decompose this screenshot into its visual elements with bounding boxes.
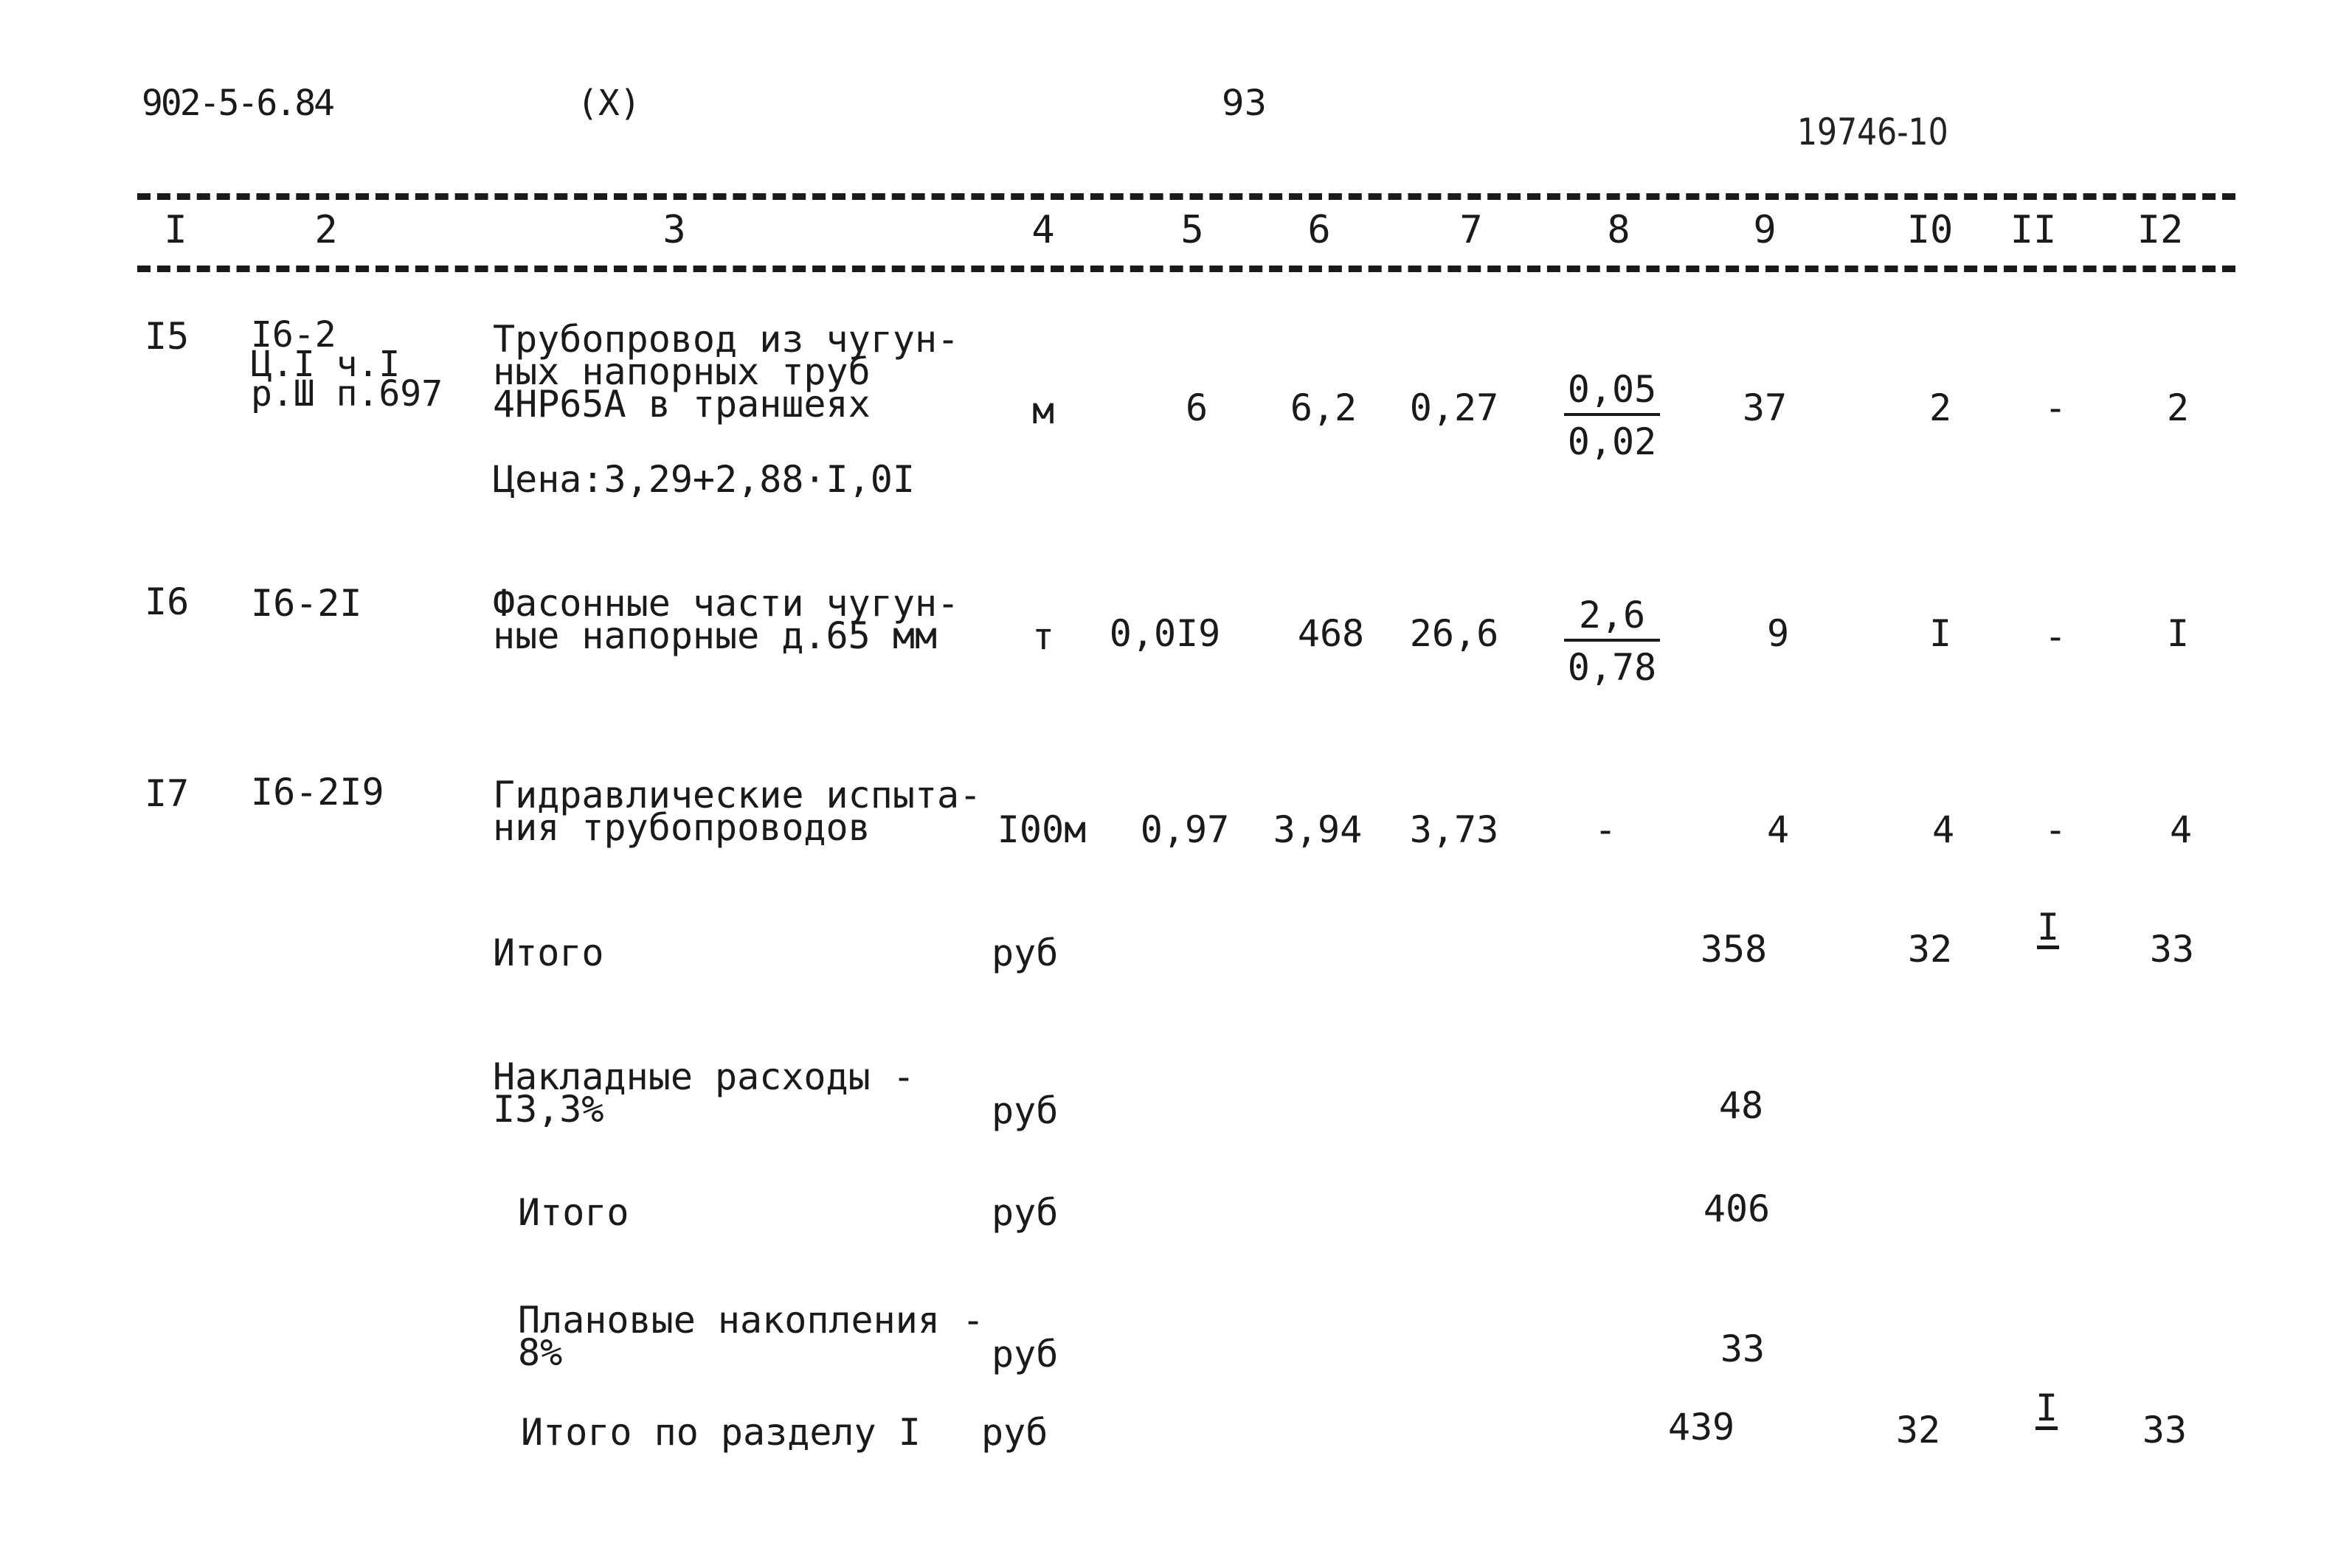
summary-col9: 358 bbox=[1700, 928, 1768, 971]
column-header: 4 bbox=[1031, 208, 1055, 252]
col12-value: 2 bbox=[2166, 386, 2190, 429]
summary-col12: 33 bbox=[2142, 1409, 2187, 1451]
column-header: I0 bbox=[1906, 208, 1954, 252]
summary-col9: 406 bbox=[1703, 1187, 1771, 1230]
col9-value: 37 bbox=[1742, 386, 1788, 429]
col7-value: 0,27 bbox=[1409, 386, 1499, 429]
col9-value: 4 bbox=[1766, 808, 1790, 851]
summary-col11 bbox=[2026, 906, 2070, 949]
summary-col11-top: I bbox=[2035, 1387, 2058, 1429]
header-bottom-rule bbox=[137, 266, 2235, 272]
quantity: 6 bbox=[1185, 386, 1208, 429]
summary-col11 bbox=[2024, 1387, 2069, 1430]
fraction-value bbox=[1564, 366, 1660, 468]
unit-price: 6,2 bbox=[1290, 386, 1357, 429]
summary-label: Итого по разделу I bbox=[521, 1411, 921, 1454]
row-number: I6 bbox=[145, 580, 190, 623]
fraction-value bbox=[1564, 592, 1660, 693]
col11-value: - bbox=[2044, 386, 2067, 429]
work-description: Фасонные части чугун- ные напорные д.65 мм bbox=[493, 582, 960, 657]
quantity: 0,97 bbox=[1140, 808, 1230, 851]
summary-col9: 439 bbox=[1667, 1406, 1735, 1449]
summary-unit: руб bbox=[981, 1411, 1048, 1454]
col10-value: 4 bbox=[1931, 808, 1955, 851]
summary-label: Итого bbox=[493, 932, 604, 974]
column-header: I bbox=[164, 208, 187, 252]
unit-price: 3,94 bbox=[1273, 808, 1363, 851]
summary-unit: руб bbox=[992, 1191, 1059, 1234]
col7-value: 26,6 bbox=[1409, 612, 1499, 655]
handwritten-number: 19746-10 bbox=[1797, 111, 1948, 153]
unit: I00м bbox=[997, 808, 1087, 851]
column-header: 7 bbox=[1459, 208, 1483, 252]
summary-label: Накладные расходы - I3,3% bbox=[493, 1055, 915, 1131]
col12-value: I bbox=[2166, 612, 2190, 655]
col7-value: 3,73 bbox=[1409, 808, 1499, 851]
col8-value: - bbox=[1594, 808, 1617, 851]
column-header: 8 bbox=[1607, 208, 1630, 252]
summary-col9: 48 bbox=[1718, 1084, 1764, 1127]
summary-unit: руб bbox=[992, 1089, 1059, 1132]
header-top-rule bbox=[137, 193, 2235, 200]
summary-col12: 33 bbox=[2149, 928, 2195, 971]
column-header: 3 bbox=[663, 208, 686, 252]
col11-value: - bbox=[2044, 808, 2067, 851]
summary-col9: 33 bbox=[1720, 1328, 1765, 1370]
fraction-numerator: 2,6 bbox=[1564, 592, 1660, 642]
price-note: Цена:3,29+2,88·I,0I bbox=[493, 458, 915, 501]
summary-unit: руб bbox=[992, 1333, 1059, 1376]
work-description: Гидравлические испыта- ния трубопроводов bbox=[493, 774, 982, 849]
col9-value: 9 bbox=[1766, 612, 1790, 655]
fraction-denominator: 0,78 bbox=[1567, 646, 1657, 689]
fraction-denominator: 0,02 bbox=[1567, 420, 1657, 463]
col12-value: 4 bbox=[2169, 808, 2193, 851]
unit: м bbox=[1031, 389, 1055, 432]
unit: т bbox=[1031, 615, 1055, 658]
page-number: 93 bbox=[1222, 83, 1267, 124]
column-header: II bbox=[2010, 208, 2057, 252]
row-number: I7 bbox=[145, 772, 190, 815]
unit-price: 468 bbox=[1297, 612, 1365, 655]
rate-code: I6-2 Ц.I ч.I р.Ш п.697 bbox=[251, 314, 443, 414]
col10-value: 2 bbox=[1929, 386, 1952, 429]
summary-unit: руб bbox=[992, 932, 1059, 974]
document-code: 902-5-6.84 bbox=[142, 83, 333, 124]
column-header: 2 bbox=[314, 208, 338, 252]
column-header: 5 bbox=[1180, 208, 1204, 252]
quantity: 0,0I9 bbox=[1109, 612, 1221, 655]
column-header: 9 bbox=[1753, 208, 1777, 252]
rate-code: I6-2I bbox=[251, 582, 362, 625]
col11-value: - bbox=[2044, 615, 2067, 658]
fraction-numerator: 0,05 bbox=[1564, 366, 1660, 416]
row-number: I5 bbox=[145, 315, 190, 358]
summary-col10: 32 bbox=[1907, 928, 1953, 971]
rate-code: I6-2I9 bbox=[251, 771, 384, 814]
summary-col10: 32 bbox=[1895, 1409, 1941, 1451]
section-mark: (X) bbox=[577, 83, 641, 124]
column-header: I2 bbox=[2137, 208, 2184, 252]
summary-label: Итого bbox=[518, 1191, 629, 1234]
summary-col11-top: I bbox=[2036, 906, 2060, 948]
column-header: 6 bbox=[1307, 208, 1331, 252]
col10-value: I bbox=[1929, 612, 1952, 655]
summary-label: Плановые накопления - 8% bbox=[518, 1299, 985, 1374]
work-description: Трубопровод из чугун- ных напорных труб 4НР65А в траншеях bbox=[493, 318, 960, 426]
